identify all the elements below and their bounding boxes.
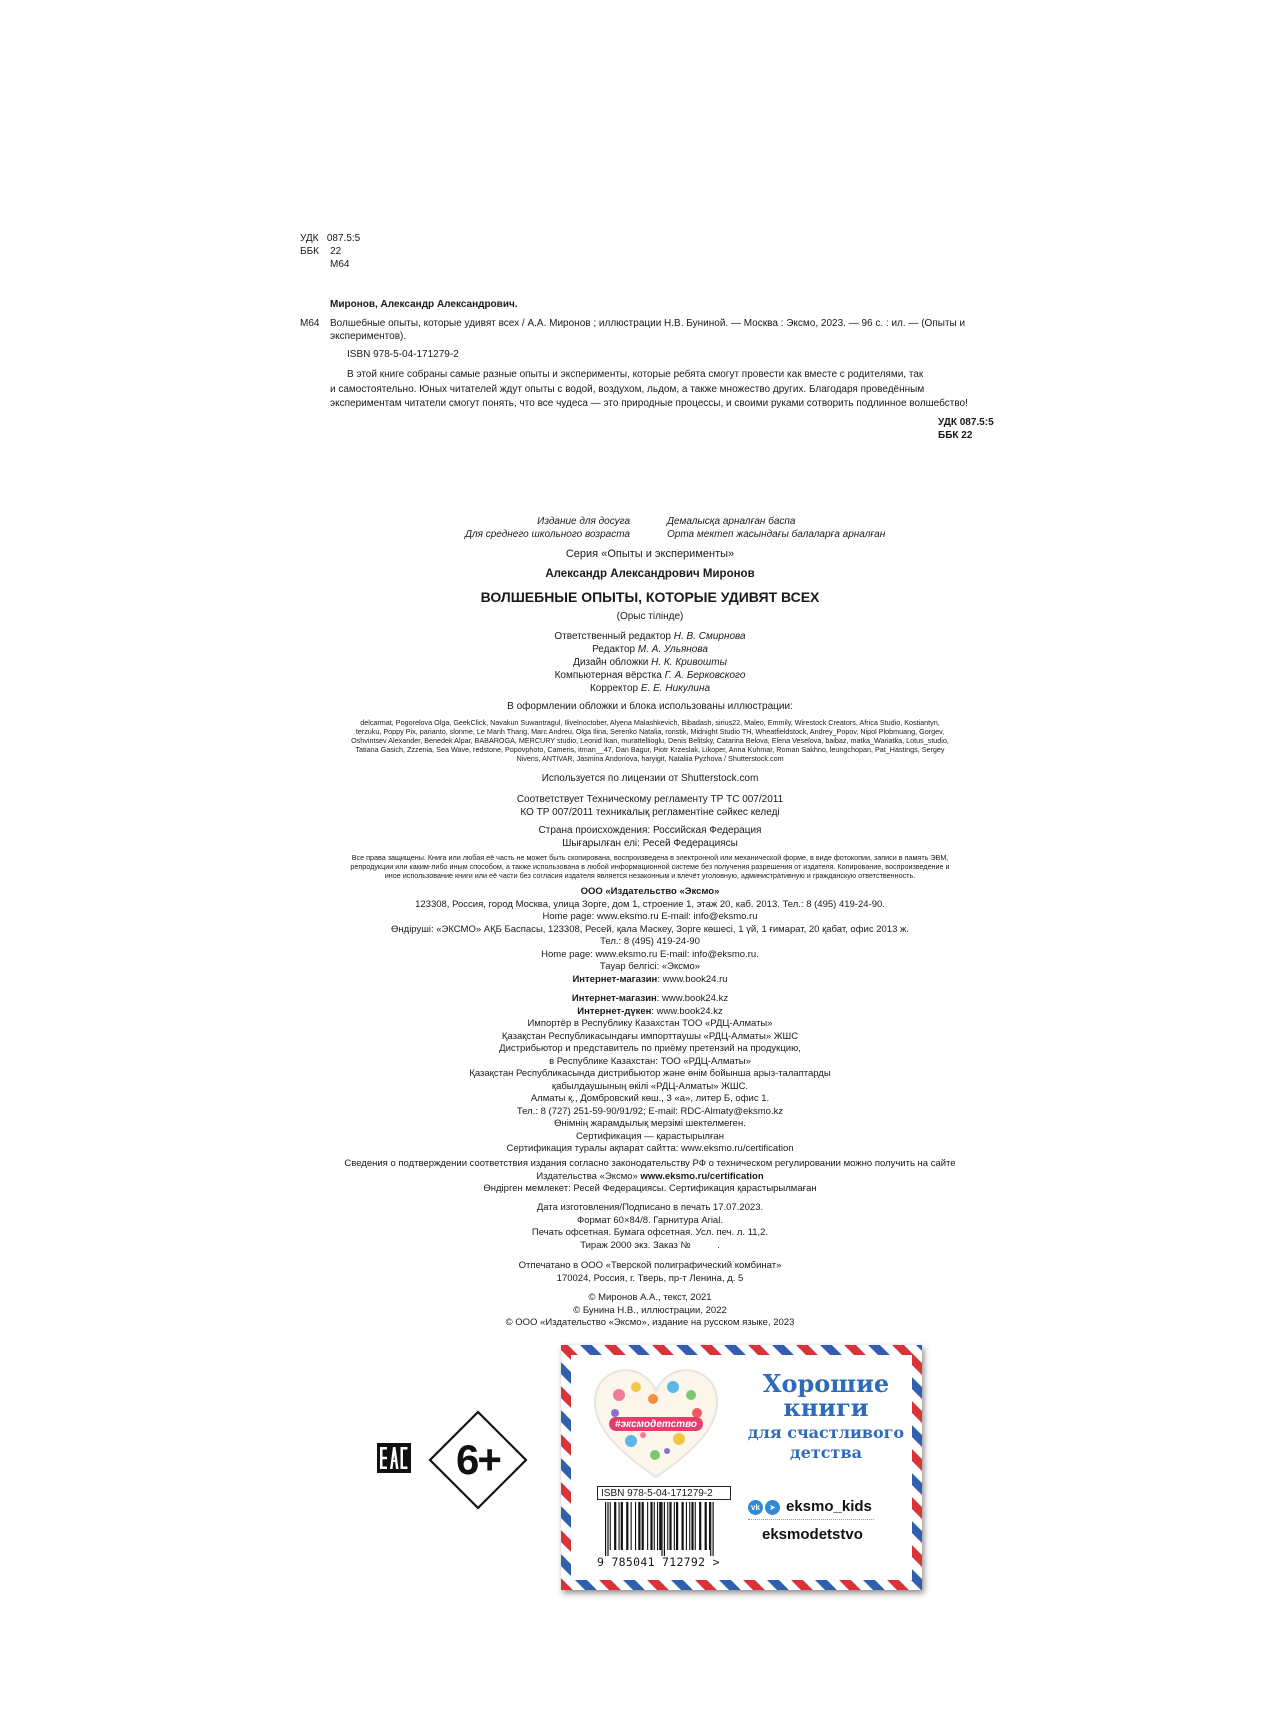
staff-role: Компьютерная вёрстка [554, 670, 662, 681]
barcode-bar [659, 1502, 661, 1550]
barcode-bar [667, 1502, 668, 1550]
record-mark: М64 [300, 318, 320, 329]
barcode-bar [631, 1502, 632, 1550]
language-note: (Орыс тілінде) [616, 611, 684, 622]
importer-line: Алматы қ., Домбровский көш., 3 «а», литер Б, офис 1. [530, 1093, 770, 1104]
audience-line: Для среднего школьного возраста [464, 529, 630, 540]
copyright-line: © Миронов А.А., текст, 2021 [588, 1292, 712, 1303]
barcode-digits: 9 785041 712792 > [597, 1555, 720, 1569]
certification-url: www.eksmo.ru/certification [640, 1170, 764, 1182]
publisher-kz-phone: Тел.: 8 (495) 419-24-90 [600, 936, 700, 947]
barcode [597, 1502, 742, 1570]
publisher-homepage: Home page: www.eksmo.ru E-mail: info@eksmo.ru. [541, 948, 759, 960]
description-line: Волшебные опыты, которые удивят всех / А.А. Миронов ; иллюстрации Н.В. Буниной. — Москва : Эксмо, 2023. — 96 с. : ил. — (Опыты и [330, 318, 966, 329]
bbk-value: 22 [330, 246, 342, 257]
barcode-bar [650, 1502, 652, 1550]
barcode-bar [699, 1502, 701, 1550]
abstract-line: экспериментам читатели смогут понять, что все чудеса — это природные процессы, и своими руками сотворить подлинное волшебство! [330, 398, 968, 409]
rights-line: иное использование книги или её части без согласия издателя является незаконным и влечёт уголовную, административную и гражданскую ответственность. [384, 871, 916, 880]
shop-url: : www.book24.kz [651, 1005, 723, 1017]
barcode-bar [605, 1502, 606, 1556]
udk-right: УДК 087.5:5 [938, 417, 994, 428]
publisher-block [300, 886, 1000, 986]
importer-line: Сертификация туралы ақпарат сайтта: www.eksmo.ru/certification [506, 1143, 794, 1154]
copyright-line: © ООО «Издательство «Эксмо», издание на русском языке, 2023 [505, 1317, 795, 1328]
publisher-homepage: Home page: www.eksmo.ru E-mail: info@eksmo.ru [542, 911, 758, 922]
audience-line: Издание для досуга [537, 516, 630, 527]
bbk-label: ББК [300, 246, 319, 257]
barcode-bar [626, 1502, 628, 1550]
barcode-icon [597, 1502, 742, 1556]
staff-name: М. А. Ульянова [637, 644, 708, 655]
publisher-kz-producer: Өндіруші: «ЭКСМО» АҚБ Баспасы, 123308, Ресей, қала Мәскеу, Зорге көшесі, 1 үй, 1 ғимарат, 20 қабат, офис 2013 ж. [391, 923, 909, 935]
record-description [330, 317, 990, 343]
barcode-bar [619, 1502, 620, 1550]
shop-label: Интернет-дүкен [577, 1005, 652, 1017]
printer-line: 170024, Россия, г. Тверь, пр-т Ленина, д. 5 [556, 1272, 744, 1284]
staff-line [300, 656, 1000, 669]
barcode-bar [713, 1502, 714, 1556]
barcode-bar [682, 1502, 684, 1550]
eac-mark [377, 1443, 411, 1473]
staff-role: Ответственный редактор [554, 631, 671, 642]
social-handle: eksmodetstvo [762, 1526, 863, 1543]
record-author: Миронов, Александр Александрович. [330, 299, 518, 310]
importer-line: Қазақстан Республикасында дистрибьютор және өнім бойынша арыз-талаптарды [469, 1068, 831, 1079]
audience-ru [450, 515, 630, 541]
print-info [300, 1202, 1000, 1252]
audience-kz [667, 515, 885, 541]
record-classification [938, 416, 994, 442]
staff-line [300, 643, 1000, 656]
importer-line: Өнімнің жарамдылық мерзімі шектелмеген. [554, 1118, 746, 1129]
importer-line: қабылдаушының өкілі «РДЦ-Алматы» ЖШС. [551, 1080, 749, 1092]
importer-line: Дистрибьютор и представитель по приёму претензий на продукцию, [499, 1043, 801, 1054]
publisher-name: ООО «Издательство «Эксмо» [580, 886, 720, 897]
importer-line: в Республике Казахстан: ТОО «РДЦ-Алматы» [549, 1055, 751, 1067]
udk-header [300, 232, 360, 271]
certification-line: Сведения о подтверждении соответствия издания согласно законодательству РФ о техническом регулировании можно получить на сайте [344, 1158, 956, 1169]
barcode-bar [686, 1502, 687, 1550]
rights-notice [300, 853, 1000, 880]
illustrators-line: terzuku, Poppy Pix, parianto, slonme, Le Manh Thang, Marc Andreu, Olga Ilina, Serenko Natalia, ronstik, Midnight Studio TH, Wheatfieldstock, Andrey_Popov, Nipol Plobmuang, Gorgev, [355, 727, 945, 736]
print-info-line: Формат 60×84/8. Гарнитура Arial. [577, 1214, 723, 1226]
barcode-bar [705, 1502, 707, 1550]
importer-line: Сертификация — қарастырылған [576, 1130, 724, 1142]
record-abstract [330, 368, 995, 412]
barcode-bar [676, 1502, 678, 1550]
shop-kz2 [300, 1006, 1000, 1019]
barcode-bar [621, 1502, 623, 1550]
description-line: экспериментов). [330, 331, 407, 342]
barcode-bar [661, 1502, 662, 1556]
rights-line: репродукции или каким-либо иным способом, а также использована в любой информационной системе без получения разрешения от издателя. Копирование, воспроизведение и [350, 862, 950, 871]
barcode-bar [669, 1502, 671, 1550]
illustrators-list [300, 718, 1000, 763]
regulation-line: КО ТР 007/2011 техникалық регламентіне сәйкес келеді [520, 807, 780, 818]
certification-prefix: Издательства «Эксмо» [536, 1170, 641, 1182]
printer-info [300, 1260, 1000, 1285]
staff-role: Корректор [589, 683, 639, 694]
barcode-bar [654, 1502, 655, 1550]
book-title: ВОЛШЕБНЫЕ ОПЫТЫ, КОТОРЫЕ УДИВЯТ ВСЕХ [480, 589, 820, 605]
barcode-bar [710, 1502, 711, 1556]
slogan-line: книги [783, 1393, 869, 1422]
staff-name: Е. Е. Никулина [640, 683, 711, 694]
publisher-trademark: Тауар белгісі: «Эксмо» [599, 961, 701, 972]
illustrators-line: Oshvintsev Alexander, Benedek Alpar, BABAROGA, MERCURY studio, Leonid Ikan, murattellioglu, Denis Belitsky, Catarina Belova, Elena Veselova, baibaz, matka_Wariatka, Lotus_studio, [351, 736, 949, 745]
abstract-line: и самостоятельно. Юных читателей ждут опыты с водой, воздухом, льдом, а также множество других. Благодаря проведённым [330, 383, 925, 395]
barcode-bar [674, 1502, 675, 1550]
promo-card-inner [571, 1355, 912, 1580]
print-info-line: Тираж 2000 экз. Заказ № . [580, 1239, 720, 1251]
importer-block [300, 993, 1000, 1156]
age-rating-label: 6+ [456, 1436, 500, 1483]
slogan-line: Хорошие [762, 1369, 890, 1398]
abstract-line: В этой книге собраны самые разные опыты и эксперименты, которые ребята смогут провести как вместе с родителями, так [347, 369, 924, 380]
barcode-bar [709, 1502, 710, 1550]
staff-role: Редактор [592, 644, 636, 655]
shop-label: Интернет-магазин [572, 973, 658, 985]
age-rating [428, 1410, 528, 1510]
printer-line: Отпечатано в ООО «Тверской полиграфический комбинат» [518, 1260, 782, 1271]
telegram-icon: ➤ [765, 1500, 780, 1515]
promo-card [561, 1345, 922, 1590]
barcode-bar [657, 1502, 658, 1550]
importer-line: Тел.: 8 (727) 251-59-90/91/92; E-mail: RDC-Almaty@eksmo.kz [516, 1105, 784, 1117]
udk-value: 087.5:5 [326, 233, 361, 244]
barcode-bar [607, 1502, 608, 1556]
publisher-address: 123308, Россия, город Москва, улица Зорге, дом 1, строение 1, этаж 20, каб. 2013. Тел.: 8 (495) 419-24-90. [415, 898, 885, 910]
author-mark: М64 [330, 259, 350, 270]
audience-line: Орта мектеп жасындағы балаларға арналған [667, 529, 886, 540]
shop-ru [300, 974, 1000, 987]
print-info-line: Дата изготовления/Подписано в печать 17.07.2023. [536, 1202, 764, 1213]
staff-line [300, 630, 1000, 643]
illustrations-heading: В оформлении обложки и блока использованы иллюстрации: [507, 701, 793, 712]
origin-line: Шығарылған елі: Ресей Федерациясы [562, 838, 738, 849]
shop-kz [300, 993, 1000, 1006]
staff-line [300, 669, 1000, 682]
barcode-bar [647, 1502, 648, 1550]
udk-label: УДК [300, 233, 319, 244]
barcode-bar [664, 1502, 665, 1556]
staff-line [300, 682, 1000, 695]
bbk-right: ББК 22 [938, 430, 973, 441]
audience-line: Демалысқа арналған баспа [667, 516, 796, 527]
social-divider [748, 1519, 874, 1520]
barcode-bar [691, 1502, 693, 1550]
slogan-line: детства [790, 1443, 862, 1462]
barcode-bar [689, 1502, 690, 1550]
shop-url: : www.book24.ru [657, 973, 728, 985]
eac-icon [377, 1443, 411, 1473]
barcode-bar [614, 1502, 616, 1550]
print-info-line: Печать офсетная. Бумага офсетная. Усл. печ. л. 11,2. [531, 1227, 769, 1238]
barcode-bar [610, 1502, 611, 1550]
importer-line: Қазақстан Республикасындағы импорттаушы «РДЦ-Алматы» ЖШС [501, 1030, 799, 1042]
rights-line: Все права защищены. Книга или любая её часть не может быть скопирована, воспроизведена в электронной или механической форме, в виде фотокопии, записи в память ЭВМ, [351, 853, 949, 862]
copyright-line: © Бунина Н.В., иллюстрации, 2022 [573, 1304, 727, 1316]
staff-name: Н. К. Кривошты [651, 657, 727, 668]
author-full: Александр Александрович Миронов [545, 568, 755, 580]
staff-name: Г. А. Берковского [664, 670, 746, 681]
illustrators-line: Tatiana Gasich, Zzzenia, Sea Wave, redstone, Popovphoto, Cameris, itman__47, Dan Bagur, Piotr Krzeslak, Likoper, Anna Kuhmar, Roman Sakhno, leungchopan, Pat_Hastings, Sergey [355, 745, 945, 754]
certification-line [300, 1171, 1000, 1184]
illustrators-line: delcarmat, Pogorelova Olga, GeekClick, Navakun Suwantragul, Ilivelnoctober, Alyena Malashkevich, Bibadash, sirius22, Maleo, Emmily, Wirestock Creators, Africa Studio, Kostiantyn, [360, 718, 940, 727]
regulation-line: Соответствует Техническому регламенту ТР ТС 007/2011 [516, 794, 784, 805]
hashtag-label: #эксмодетство [614, 1419, 698, 1430]
staff-list [300, 630, 1000, 695]
illustrators-line: Nivens, ANTIVAR, Jasmina Andonova, haryigit, Nataliia Pyzhova / Shutterstock.com [516, 754, 784, 763]
social-handle: eksmo_kids [786, 1498, 872, 1515]
origin [300, 824, 1000, 850]
staff-name: Н. В. Смирнова [673, 631, 746, 642]
staff-role: Дизайн обложки [573, 657, 649, 668]
record-isbn: ISBN 978-5-04-171279-2 [347, 349, 459, 360]
shop-label: Интернет-магазин [571, 993, 657, 1004]
origin-line: Страна происхождения: Российская Федерация [538, 825, 762, 836]
license-note: Используется по лицензии от Shutterstock.com [541, 773, 759, 784]
certification-line: Өндірген мемлекет: Ресей Федерациясы. Сертификация қарастырылмаған [483, 1183, 817, 1194]
regulation [300, 793, 1000, 819]
barcode-bar [695, 1502, 696, 1550]
importer-line: Импортёр в Республику Казахстан ТОО «РДЦ-Алматы» [527, 1018, 773, 1029]
copyright-block [300, 1292, 1000, 1330]
barcode-bar [642, 1502, 644, 1550]
vk-icon: vk [748, 1500, 763, 1515]
barcode-isbn: ISBN 978-5-04-171279-2 [597, 1486, 731, 1500]
slogan-line: для счастливого [747, 1423, 905, 1442]
series: Серия «Опыты и эксперименты» [565, 548, 735, 560]
certification-block [300, 1158, 1000, 1196]
barcode-bar [638, 1502, 640, 1550]
shop-url: : www.book24.kz [656, 993, 729, 1004]
barcode-bar [635, 1502, 636, 1550]
